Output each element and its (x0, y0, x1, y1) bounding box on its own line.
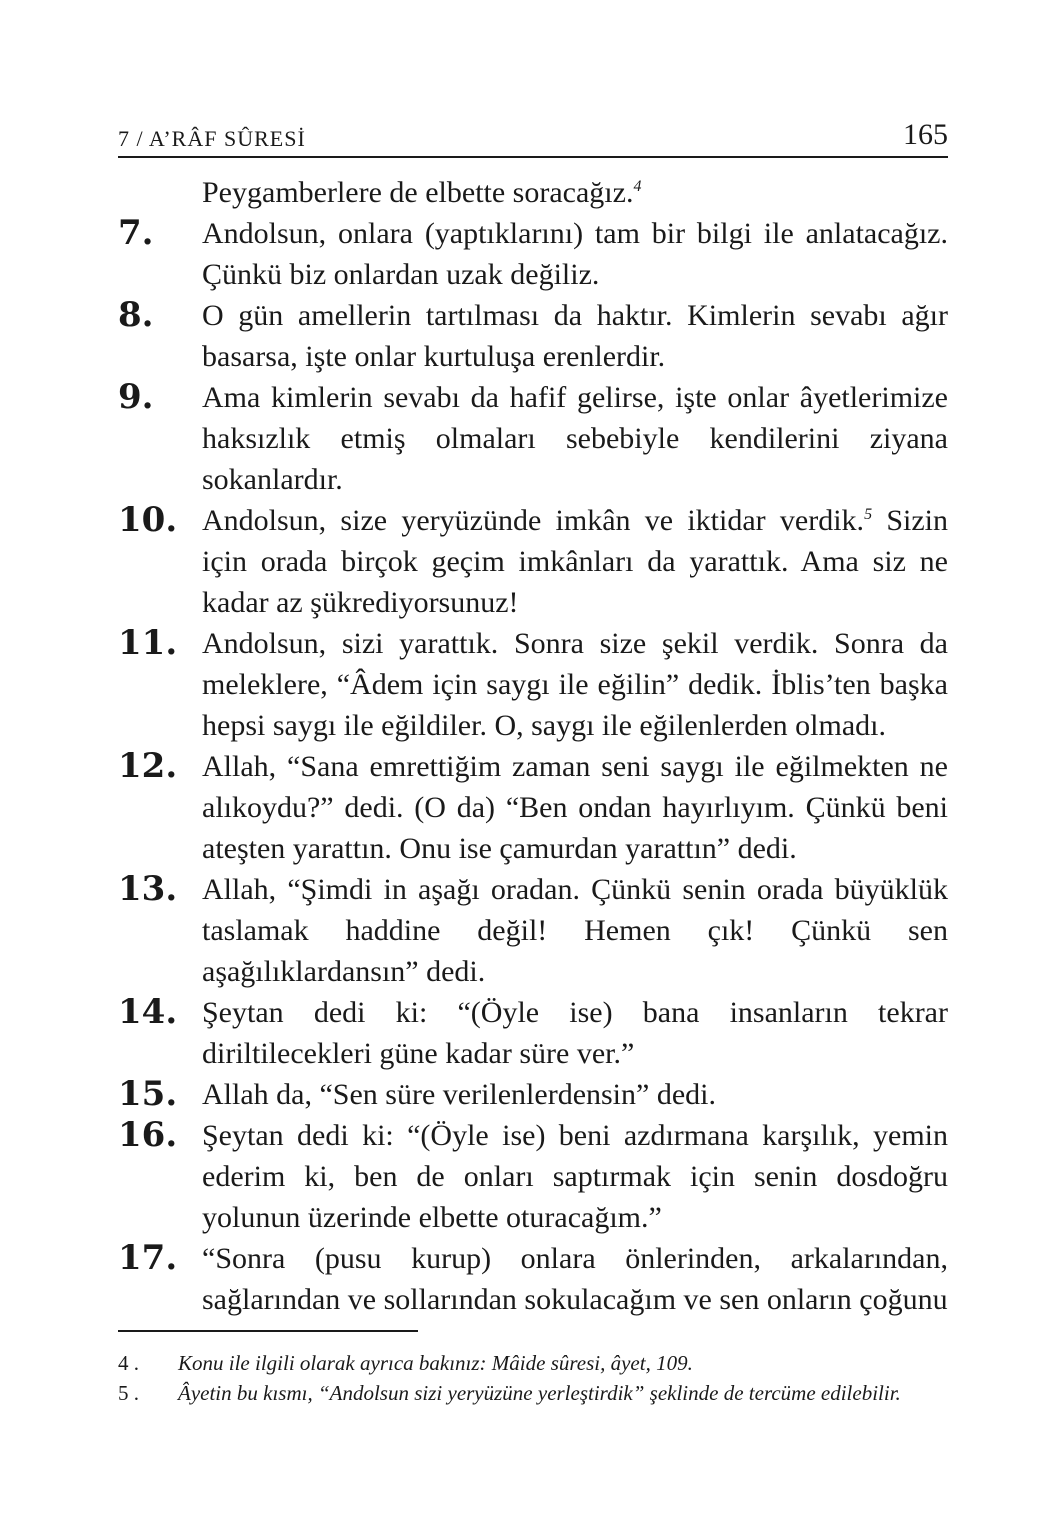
verse-9 (118, 377, 948, 500)
verse-number: 10. (118, 500, 178, 540)
footnote-number: 4 . (118, 1351, 139, 1375)
verse-17 (118, 1238, 948, 1320)
footnote-ref-5: 5 (864, 506, 873, 523)
verse-text: Andolsun, sizi yarattık. Sonra size şekil verdik. Sonra da meleklere, “Âdem için saygı ile eğilin” dedik. İblis’ten başka hepsi saygı ile eğildiler. O, saygı ile eğilenlerden olmadı. (202, 627, 948, 742)
footnote-5 (118, 1378, 948, 1408)
verse-number: 13. (118, 869, 178, 909)
verse-15 (118, 1074, 948, 1115)
verse-number: 7. (118, 213, 154, 253)
verse-text: Şeytan dedi ki: “(Öyle ise) beni azdırmana karşılık, yemin ederim ki, ben de onları saptırmak için senin dosdoğru yolunun üzerinde elbette oturacağım.” (202, 1119, 948, 1234)
verse-8 (118, 295, 948, 377)
page-number: 165 (903, 118, 948, 151)
verse-text: Ama kimlerin sevabı da hafif gelirse, işte onlar âyetlerimize haksızlık etmiş olmaları sebebiyle kendilerini ziyana sokanlardır. (202, 381, 948, 496)
running-head: 7 / A’RÂF SÛRESİ (118, 126, 306, 151)
verse-13 (118, 869, 948, 992)
continuation-text: Peygamberlere de elbette soracağız. (202, 176, 634, 209)
verse-16 (118, 1115, 948, 1238)
verse-number: 17. (118, 1238, 178, 1278)
book-page (118, 110, 948, 1408)
verse-number: 12. (118, 746, 178, 786)
verse-text-part-1: Andolsun, size yeryüzünde imkân ve iktidar verdik. (202, 504, 865, 537)
verse-text: Andolsun, onlara (yaptıklarını) tam bir bilgi ile anlatacağız. Çünkü biz onlardan uzak değiliz. (202, 217, 948, 291)
verse-number: 9. (118, 377, 154, 417)
footnotes (118, 1348, 948, 1408)
footnote-number: 5 . (118, 1381, 139, 1405)
verse-7 (118, 213, 948, 295)
footnote-text: Konu ile ilgili olarak ayrıca bakınız: Mâide sûresi, âyet, 109. (178, 1351, 693, 1375)
verse-12 (118, 746, 948, 869)
verse-14 (118, 992, 948, 1074)
verse-number: 11. (118, 623, 178, 663)
verse-number: 16. (118, 1115, 178, 1155)
verse-text: “Sonra (pusu kurup) onlara önlerinden, arkalarından, sağlarından ve sollarından sokulacağım ve sen onların çoğunu (202, 1242, 948, 1316)
verse-number: 8. (118, 295, 154, 335)
verse-text: Şeytan dedi ki: “(Öyle ise) bana insanların tekrar diriltilecekleri güne kadar süre ver.” (202, 996, 948, 1070)
verse-text: Allah da, “Sen süre verilenlerdensin” dedi. (202, 1078, 716, 1111)
footnote-ref-4: 4 (633, 178, 642, 195)
verse-text: Allah, “Sana emrettiğim zaman seni saygı ile eğilmekten ne alıkoydu?” dedi. (O da) “Ben ondan hayırlıyım. Çünkü beni ateşten yarattın. Onu ise çamurdan yarattın” dedi. (202, 750, 948, 865)
verse-number: 14. (118, 992, 178, 1032)
footnote-divider (118, 1330, 418, 1332)
page-header (118, 110, 948, 158)
main-text (118, 172, 948, 1320)
verse-number: 15. (118, 1074, 178, 1114)
verse-11 (118, 623, 948, 746)
verse-text: Allah, “Şimdi in aşağı oradan. Çünkü senin orada büyüklük taslamak haddine değil! Hemen çık! Çünkü sen aşağılıklardansın” dedi. (202, 873, 948, 988)
verse-10 (118, 500, 948, 623)
verse-text: O gün amellerin tartılması da haktır. Kimlerin sevabı ağır basarsa, işte onlar kurtuluşa erenlerdir. (202, 299, 948, 373)
footnote-text: Âyetin bu kısmı, “Andolsun sizi yeryüzüne yerleştirdik” şeklinde de tercüme edilebilir. (178, 1381, 901, 1405)
continuation-paragraph (118, 172, 948, 213)
footnote-4 (118, 1348, 948, 1378)
verse-text-part-2: Sizin için orada birçok geçim imkânları da yarattık. Ama siz ne kadar az şükrediyorsunuz! (202, 504, 948, 619)
